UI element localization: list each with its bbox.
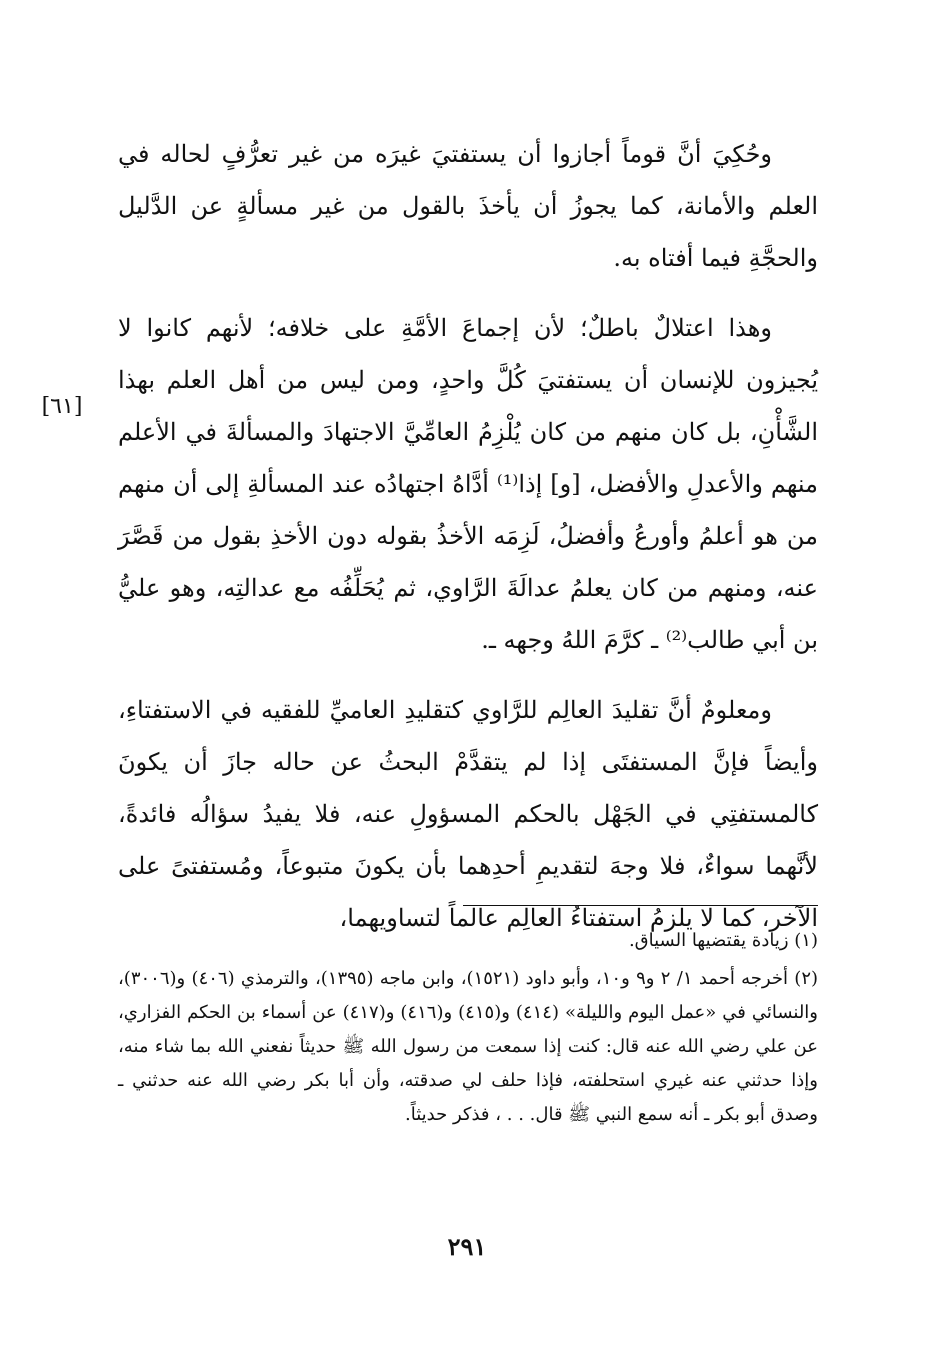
footnote-divider	[463, 905, 818, 906]
footnote-1: (١) زيادة يقتضيها السياق.	[628, 930, 818, 951]
main-text	[118, 128, 818, 962]
footnotes	[118, 924, 818, 1136]
margin-page-marker: [٦١]	[41, 394, 83, 419]
paragraph-2: وهذا اعتلالٌ باطلٌ؛ لأن إجماعَ الأمَّةِ على خلافه؛ لأنهم كانوا لا يُجيزون للإنسان أن يستفتيَ كُلَّ واحدٍ، ومن ليس من أهل العلم بهذا الشَّأْنِ، بل كان منهم من كان يُلْزِمُ العامِّيَّ الاجتهادَ والمسألةَ في الأعلم منهم والأعدلِ والأفضل، [و] إذا⁽¹⁾ أدَّاهُ اجتهادُه عند المسألةِ إلى أن منهم من هو أعلمُ وأورعُ وأفضلُ، لَزِمَه الأخذُ بقوله دون الأخذِ بقول من قَصَّرَ عنه، ومنهم من كان يعلمُ عدالَةَ الرَّاوي، ثم يُحَلِّفُه مع عدالتِه، وهو عليُّ بن أبي طالب⁽²⁾ ـ كرَّمَ اللهُ وجهه ـ.	[118, 314, 819, 654]
paragraph-3: ومعلومٌ أنَّ تقليدَ العالِم للرَّاوي كتقليدِ العاميِّ للفقيه في الاستفتاءِ، وأيضاً فإنَّ المستفتَى إذا لم يتقدَّمْ البحثُ عن حاله جازَ أن يكونَ كالمستفتِي في الجَهْل بالحكم المسؤولِ عنه، فلا يفيدُ سؤالُه فائدةً، لأنَّهما سواءٌ، فلا وجهَ لتقديمِ أحدِهما بأن يكونَ متبوعاً، ومُستفتىً على الآخر، كما لا يلزمُ استفتاءُ العالِم عالماً لتساويهما،	[118, 696, 818, 932]
page-number: ٢٩١	[447, 1232, 487, 1261]
footnote-2: (٢) أخرجه أحمد ١/ ٢ و٩ و١٠، وأبو داود (١٥٢١)، وابن ماجه (١٣٩٥)، والترمذي (٤٠٦) و(٣٠٠٦)، والنسائي في «عمل اليوم والليلة» (٤١٤) و(٤١٥) و(٤١٦) و(٤١٧) عن أسماء بن الحكم الفزاري، عن علي رضي الله عنه قال: كنت إذا سمعت من رسول الله ﷺ حديثاً نفعني الله بما شاء منه، وإذا حدثني عنه غيري استحلفته، فإذا حلف لي صدقته، وأن أبا بكر رضي الله عنه حدثني ـ وصدق أبو بكر ـ أنه سمع النبي ﷺ قال. . . ، فذكر حديثاً.	[118, 968, 819, 1125]
paragraph-1: وحُكِيَ أنَّ قوماً أجازوا أن يستفتيَ غيرَه من غير تعرُّفٍ لحاله في العلم والأمانة، كما يجوزُ أن يأخذَ بالقول من غير مسألةٍ عن الدَّليل والحجَّةِ فيما أفتاه به.	[118, 140, 818, 272]
